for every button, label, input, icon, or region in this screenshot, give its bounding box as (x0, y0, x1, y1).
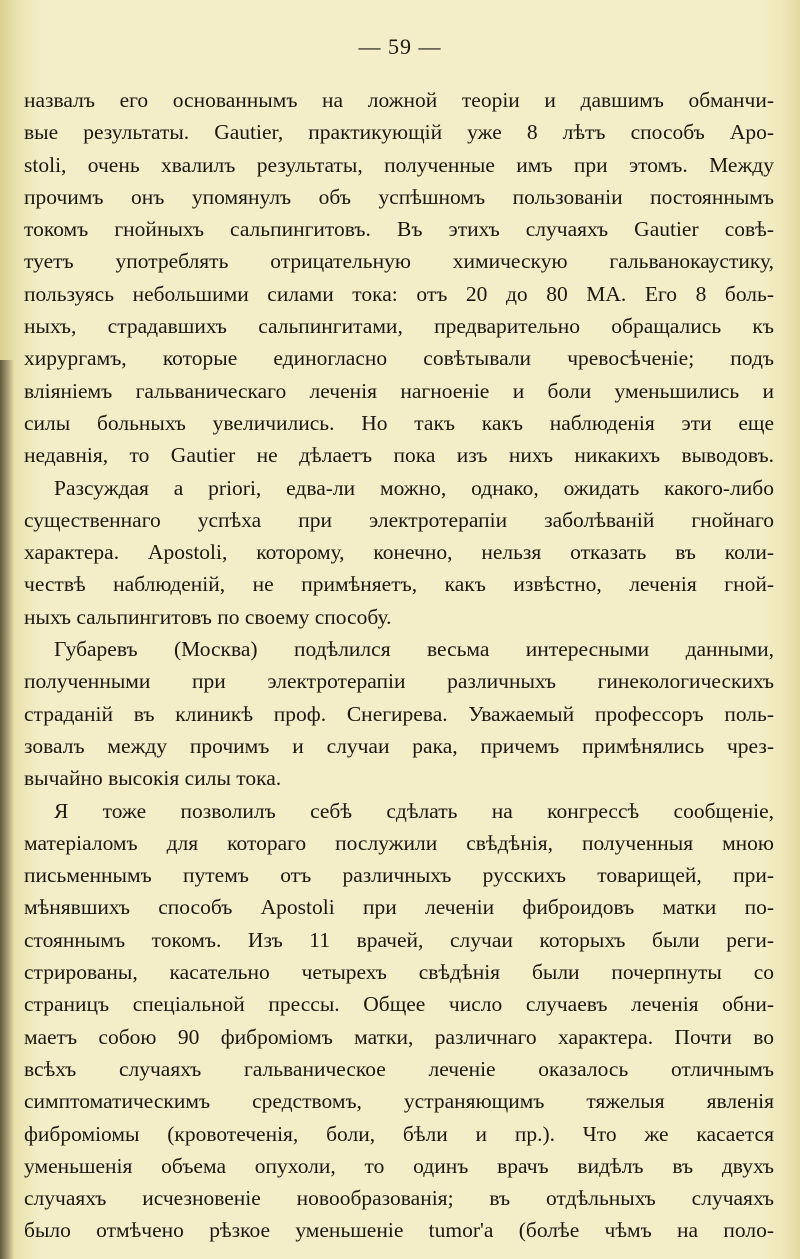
text-line: зовалъ между прочимъ и случаи рака, причемъ примѣнялись чрез- (24, 733, 774, 758)
text-line: Разсуждая a priori, едва-ли можно, однако, ожидать какого-либо (54, 475, 774, 500)
text-line: письменнымъ путемъ отъ различныхъ русскихъ товарищей, при- (24, 863, 774, 888)
text-line: вычайно высокія силы тока. (24, 766, 282, 791)
text-line: существеннаго успѣха при электротерапіи заболѣваній гнойнаго (24, 507, 774, 532)
text-line: Губаревъ (Москва) подѣлился весьма интересными данными, (54, 637, 774, 662)
text-line: характера. Apostoli, которому, конечно, нельзя отказать въ коли- (24, 540, 774, 565)
text-line: силы больныхъ увеличились. Но такъ какъ наблюденія эти еще (24, 410, 774, 435)
text-line: стояннымъ токомъ. Изъ 11 врачей, случаи которыхъ были реги- (24, 927, 774, 952)
text-line: мѣнявшихъ способъ Apostoli при леченіи фиброидовъ матки по- (24, 895, 774, 920)
text-line: токомъ гнойныхъ сальпингитовъ. Въ этихъ случаяхъ Gautier совѣ- (24, 217, 774, 242)
text-line: матеріаломъ для котораго послужили свѣдѣнія, полученныя мною (24, 830, 774, 855)
text-line: полученными при электротерапіи различныхъ гинекологическихъ (24, 669, 774, 694)
text-line: вліяніемъ гальваническаго леченія нагноеніе и боли уменьшились и (24, 378, 774, 403)
text-line: страницъ спеціальной прессы. Общее число случаевъ леченія обни- (24, 992, 774, 1017)
text-line: симптоматическимъ средствомъ, устраняющимъ тяжелыя явленія (24, 1089, 774, 1114)
text-line: туетъ употреблять отрицательную химическую гальванокаустику, (24, 249, 774, 274)
text-line: всѣхъ случаяхъ гальваническое леченіе оказалось отличнымъ (24, 1056, 774, 1081)
text-line: стрированы, касательно четырехъ свѣдѣнія были почерпнуты со (24, 960, 774, 985)
text-line: было отмѣчено рѣзкое уменьшеніе tumor'a (болѣе чѣмъ на поло- (24, 1218, 774, 1243)
text-line: ныхъ, страдавшихъ сальпингитами, предварительно обращались къ (24, 314, 774, 339)
text-line: прочимъ онъ упомянулъ объ успѣшномъ пользованіи постояннымъ (24, 184, 774, 209)
body-text (24, 84, 774, 1247)
text-line: случаяхъ исчезновеніе новообразованія; въ отдѣльныхъ случаяхъ (24, 1186, 774, 1211)
text-line: маетъ собою 90 фиброміомъ матки, различнаго характера. Почти во (24, 1024, 774, 1049)
text-line: назвалъ его основаннымъ на ложной теоріи и давшимъ обманчи- (24, 88, 774, 112)
page-number: — 59 — (358, 34, 442, 59)
text-line: страданій въ клиникѣ проф. Снегирева. Уважаемый профессоръ поль- (24, 701, 774, 726)
text-line: чествѣ наблюденій, не примѣняетъ, какъ извѣстно, леченія гной- (24, 572, 774, 597)
text-line: недавнія, то Gautier не дѣлаетъ пока изъ нихъ никакихъ выводовъ. (24, 443, 774, 468)
text-line: хирургамъ, которые единогласно совѣтывали чревосѣченіе; подъ (24, 346, 774, 371)
page-binding-shadow (0, 360, 14, 1259)
text-line: пользуясь небольшими силами тока: отъ 20 до 80 МА. Его 8 боль- (24, 281, 774, 306)
text-line: stoli, очень хвалилъ результаты, полученные имъ при этомъ. Между (24, 152, 774, 177)
text-line: ныхъ сальпингитовъ по своему способу. (24, 604, 392, 629)
text-line: Я тоже позволилъ себѣ сдѣлать на конгрессѣ сообщеніе, (54, 798, 774, 823)
text-line: вые результаты. Gautier, практикующій уже 8 лѣтъ способъ Аро- (24, 120, 774, 145)
text-line: уменьшенія объема опухоли, то одинъ врачъ видѣлъ въ двухъ (24, 1153, 774, 1178)
text-line: фиброміомы (кровотеченія, боли, бѣли и пр.). Что же касается (24, 1121, 774, 1146)
